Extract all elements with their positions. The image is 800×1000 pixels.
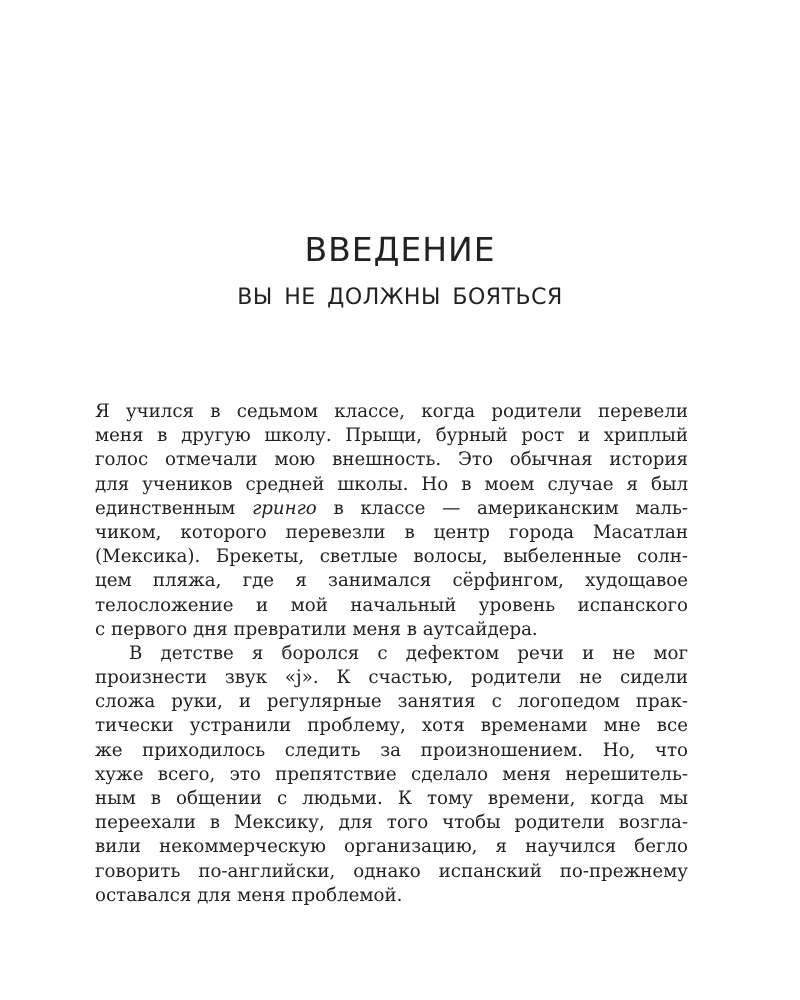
chapter-title: ВВЕДЕНИЕ	[304, 230, 496, 269]
text-line: вили некоммерческую организацию, я научился бегло	[95, 836, 688, 858]
text-fragment: единственным	[95, 497, 253, 519]
text-line: сложа руки, и регулярные занятия с логопедом прак-	[95, 691, 688, 713]
text-line: тически устранили проблему, хотя временами мне все	[95, 715, 688, 737]
text-line: для учеников средней школы. Но в моем случае я был	[95, 473, 688, 495]
text-line: цем пляжа, где я занимался сёрфингом, худощавое	[95, 570, 688, 592]
text-line: с первого дня превратили меня в аутсайдера.	[95, 618, 538, 640]
body-text	[95, 400, 688, 908]
text-line: меня в другую школу. Прыщи, бурный рост и хриплый	[95, 425, 688, 447]
text-line: же приходилось следить за произношением. Но, что	[95, 739, 688, 761]
text-line: чиком, которого перевезли в центр города Масатлан	[95, 521, 688, 543]
italic-word: гринго	[252, 497, 317, 519]
text-line: телосложение и мой начальный уровень испанского	[95, 594, 688, 616]
text-line: произнести звук «j». К счастью, родители не сидели	[95, 667, 688, 689]
paragraph-2	[95, 642, 688, 908]
text-line	[95, 497, 688, 521]
text-line: говорить по-английски, однако испанский по-прежнему	[95, 860, 688, 882]
text-fragment: в классе — американским маль-	[316, 497, 688, 519]
paragraph-1	[95, 400, 688, 642]
text-line: Я учился в седьмом классе, когда родители перевели	[95, 401, 688, 422]
text-line: ным в общении с людьми. К тому времени, когда мы	[95, 788, 688, 809]
text-line: хуже всего, это препятствие сделало меня нерешитель-	[95, 763, 688, 785]
text-line: голос отмечали мою внешность. Это обычная история	[95, 449, 688, 471]
text-line: В детстве я боролся с дефектом речи и не мог	[129, 642, 688, 664]
text-line: оставался для меня проблемой.	[95, 884, 403, 906]
chapter-subtitle: ВЫ НЕ ДОЛЖНЫ БОЯТЬСЯ	[237, 285, 563, 310]
text-line: (Мексика). Брекеты, светлые волосы, выбеленные солн-	[95, 546, 688, 568]
text-line: переехали в Мексику, для того чтобы родители возгла-	[95, 812, 688, 834]
